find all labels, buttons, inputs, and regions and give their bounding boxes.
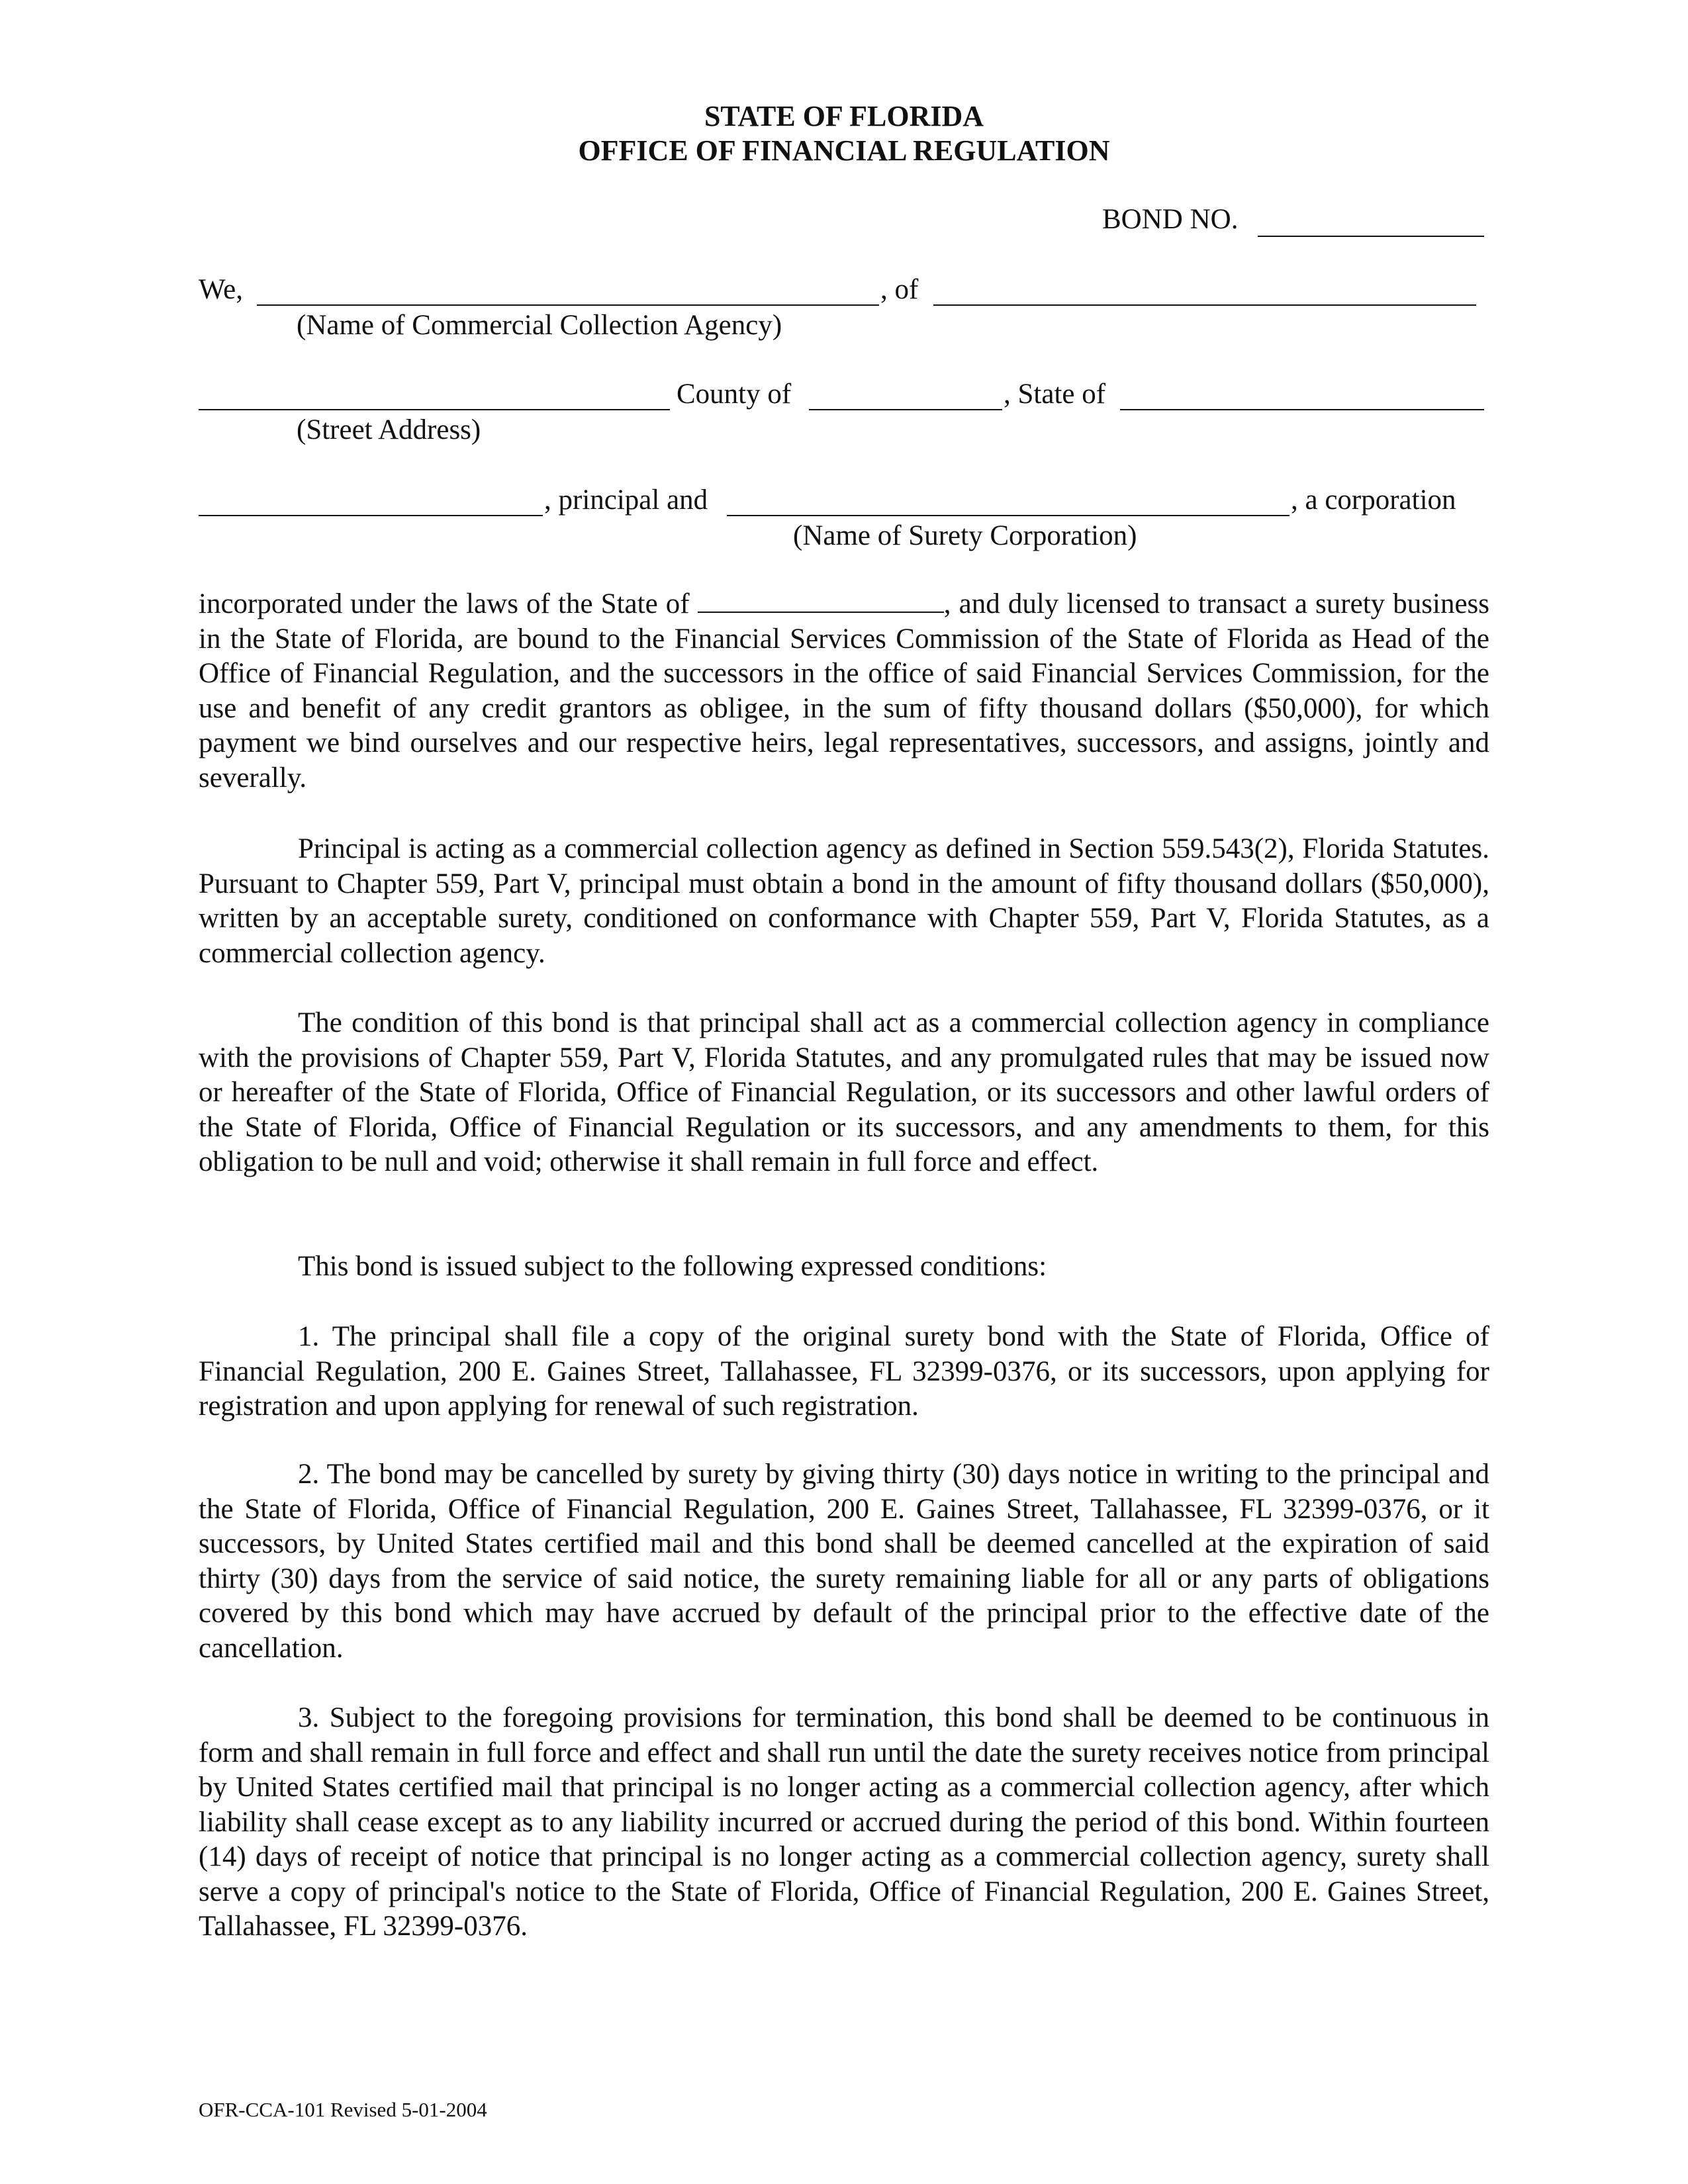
incorporation-state-field[interactable] — [698, 589, 944, 613]
condition-item-2: 2. The bond may be cancelled by surety by giving thirty (30) days notice in writing to the principal and the State of Florida, Office of Financial Regulation, 200 E. Gaines Street, Tallahassee, FL 32399-0376, or it successors, by United States certified mail and this bond shall be deemed cancelled at the expiration of said thirty (30) days from the service of said notice, the surety remaining liable for all or any parts of obligations covered by this bond which may have accrued by default of the principal prior to the effective date of the cancellation. — [199, 1459, 1489, 1664]
incorporated-paragraph — [199, 587, 1489, 796]
bond-no-label: BOND NO. — [1102, 204, 1239, 235]
bond-no-field[interactable] — [1258, 236, 1484, 237]
surety-caption: (Name of Surety Corporation) — [793, 520, 1137, 551]
form-revision-footer: OFR-CCA-101 Revised 5-01-2004 — [199, 2098, 487, 2121]
street-caption: (Street Address) — [297, 414, 481, 445]
principal-paragraph: Principal is acting as a commercial collection agency as defined in Section 559.543(2), Florida Statutes. Pursuant to Chapter 559, Part V, principal must obtain a bond in the amount of fifty thousand dollars ($50,000), written by an acceptable surety, conditioned on conformance with Chapter 559, Part V, Florida Statutes, as a commercial collection agency. — [199, 833, 1489, 969]
condition-item-3: 3. Subject to the foregoing provisions for termination, this bond shall be deemed to be continuous in form and shall remain in full force and effect and shall run until the date the surety receives notice from principal by United States certified mail that principal is no longer acting as a commercial collection agency, after which liability shall cease except as to any liability incurred or accrued during the period of this bond. Within fourteen (14) days of receipt of notice that principal is no longer acting as a commercial collection agency, surety shall serve a copy of principal's notice to the State of Florida, Office of Financial Regulation, 200 E. Gaines Street, Tallahassee, FL 32399-0376. — [199, 1702, 1489, 1942]
state-label: , State of — [1004, 379, 1106, 410]
conditions-intro: This bond is issued subject to the following expressed conditions: — [298, 1251, 1047, 1282]
street-address-field[interactable] — [199, 409, 670, 410]
we-label: We, — [199, 274, 243, 305]
incorporated-prefix: incorporated under the laws of the State of — [199, 588, 690, 619]
county-field[interactable] — [809, 409, 1002, 410]
condition-paragraph: The condition of this bond is that principal shall act as a commercial collection agency in compliance with the provisions of Chapter 559, Part V, Florida Statutes, and any promulgated rules that may be issued now or hereafter of the State of Florida, Office of Financial Regulation, or its successors and other lawful orders of the State of Florida, Office of Financial Regulation or its successors, and any amendments to them, for this obligation to be null and void; otherwise it shall remain in full force and effect. — [199, 1007, 1489, 1177]
principal-label: , principal and — [544, 484, 708, 516]
agency-caption: (Name of Commercial Collection Agency) — [297, 310, 782, 341]
state-field[interactable] — [1120, 409, 1484, 410]
incorporated-suffix: , and duly licensed to transact a surety business in the State of Florida, are bound to the Financial Services Commission of the State of Florida as Head of the Office of Financial Regulation, and the successors in the office of said Financial Services Commission, for the use and benefit of any credit grantors as obligee, in the sum of fifty thousand dollars ($50,000), for which payment we bind ourselves and our respective heirs, legal representatives, successors, and assigns, jointly and severally. — [199, 588, 1490, 794]
of-label: , of — [880, 274, 919, 305]
agency-name-field[interactable] — [257, 304, 879, 306]
surety-name-field[interactable] — [727, 515, 1289, 516]
county-label: County of — [677, 379, 792, 410]
agency-city-field[interactable] — [933, 304, 1476, 306]
principal-field[interactable] — [199, 515, 543, 516]
condition-item-1: 1. The principal shall file a copy of the original surety bond with the State of Florida, Office of Financial Regulation, 200 E. Gaines Street, Tallahassee, FL 32399-0376, or its successors, upon applying for registration and upon applying for renewal of such registration. — [199, 1321, 1489, 1422]
corporation-label: , a corporation — [1291, 484, 1456, 516]
document-subtitle: OFFICE OF FINANCIAL REGULATION — [578, 134, 1110, 167]
document-title: STATE OF FLORIDA — [704, 100, 984, 132]
